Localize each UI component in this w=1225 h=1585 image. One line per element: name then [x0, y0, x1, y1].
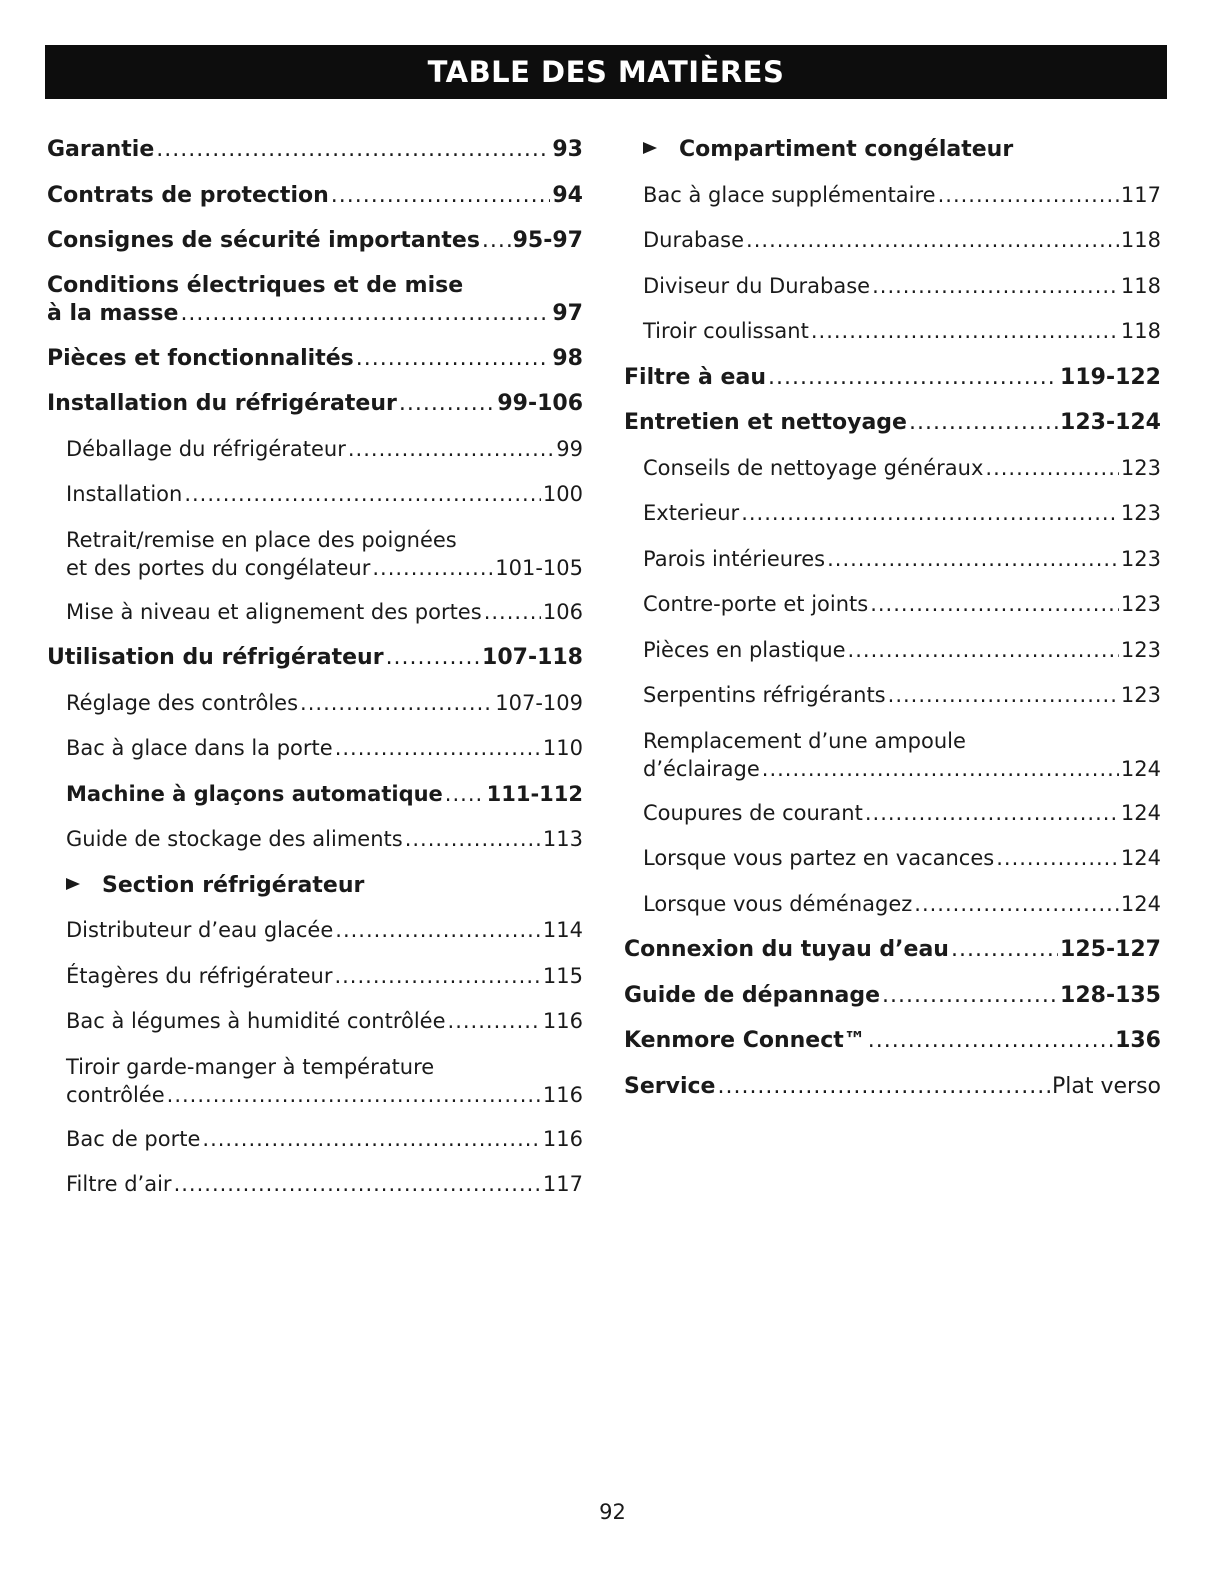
toc-entry-title: Entretien et nettoyage — [624, 410, 907, 435]
toc-page-number: 106 — [542, 599, 583, 624]
toc-entry[interactable] — [624, 973, 1161, 1019]
toc-entry[interactable] — [47, 381, 583, 427]
toc-page-number: 113 — [542, 827, 583, 851]
toc-section-heading[interactable] — [624, 127, 1161, 173]
dot-leader — [156, 127, 550, 173]
toc-page-number: 124 — [1120, 800, 1161, 825]
dot-leader — [888, 673, 1119, 719]
toc-entry-title: Tiroir garde-manger à température — [66, 1054, 435, 1079]
dot-leader — [811, 309, 1119, 355]
toc-entry[interactable] — [47, 681, 583, 727]
toc-page-number: 98 — [552, 345, 583, 371]
toc-entry[interactable] — [47, 954, 583, 1000]
toc-page-number: 116 — [542, 1009, 583, 1033]
toc-entry[interactable] — [47, 908, 583, 954]
toc-entry[interactable] — [624, 537, 1161, 583]
toc-entry[interactable] — [624, 927, 1161, 973]
toc-page-number: 123 — [1120, 501, 1161, 525]
toc-entry-title: Installation du réfrigérateur — [47, 391, 397, 416]
toc-entry-title: Durabase — [643, 228, 745, 252]
dot-leader — [356, 336, 551, 382]
dot-leader — [167, 1081, 541, 1109]
toc-page-number: 101-105 — [495, 555, 583, 580]
dot-leader — [848, 628, 1119, 674]
toc-entry[interactable] — [47, 173, 583, 219]
toc-entry[interactable] — [624, 582, 1161, 628]
toc-page-number: 95-97 — [512, 228, 583, 253]
toc-page-number: 123-124 — [1060, 410, 1161, 435]
toc-section-title: Section réfrigérateur — [102, 872, 365, 898]
dot-leader — [202, 1117, 541, 1163]
toc-page-number: 123 — [1120, 455, 1161, 480]
toc-entry-title: Lorsque vous partez en vacances — [643, 846, 995, 870]
toc-entry-title-cont: à la masse — [47, 300, 179, 326]
toc-entry-title: Conditions électriques et de mise — [47, 272, 464, 298]
toc-page-number: 128-135 — [1060, 982, 1161, 1008]
toc-page-number: 99-106 — [497, 391, 583, 416]
dot-leader — [399, 381, 495, 427]
toc-left-column — [47, 127, 583, 1208]
toc-entry[interactable] — [624, 400, 1161, 446]
toc-entry[interactable] — [47, 427, 583, 473]
toc-entry-title: Installation — [66, 482, 183, 506]
toc-entry[interactable] — [47, 817, 583, 863]
toc-entry-title: Utilisation du réfrigérateur — [47, 645, 384, 670]
toc-entry[interactable] — [47, 272, 583, 336]
toc-entry[interactable] — [624, 791, 1161, 837]
toc-entry-title: Machine à glaçons automatique — [66, 781, 443, 806]
toc-entry[interactable] — [47, 1162, 583, 1208]
dot-leader — [914, 882, 1119, 928]
dot-leader — [300, 681, 493, 727]
toc-page-number: 99 — [556, 436, 583, 461]
toc-page-number: 117 — [542, 1172, 583, 1196]
toc-entry[interactable] — [47, 127, 583, 173]
dot-leader — [868, 1018, 1113, 1064]
page-number: 92 — [599, 1500, 626, 1524]
dot-leader — [870, 582, 1119, 628]
toc-entry-title: Étagères du réfrigérateur — [66, 963, 333, 988]
toc-entry-title: Pièces en plastique — [643, 637, 846, 662]
toc-entry[interactable] — [47, 218, 583, 264]
dot-leader — [717, 1064, 1050, 1110]
dot-leader — [996, 836, 1119, 882]
toc-entry-title: Réglage des contrôles — [66, 690, 299, 715]
toc-entry-title: Tiroir coulissant — [643, 319, 809, 343]
toc-entry-title-cont: contrôlée — [66, 1082, 165, 1107]
toc-entry-title: Remplacement d’une ampoule — [643, 728, 966, 753]
dot-leader — [827, 537, 1119, 583]
dot-leader — [174, 1162, 541, 1208]
toc-entry-title: Garantie — [47, 137, 155, 162]
toc-entry-title: Mise à niveau et alignement des portes — [66, 599, 482, 624]
toc-page-number: 94 — [552, 182, 583, 208]
dot-leader — [872, 264, 1119, 310]
toc-page-number: 125-127 — [1060, 937, 1161, 962]
toc-page-number: 124 — [1120, 846, 1161, 870]
toc-entry[interactable] — [47, 526, 583, 590]
toc-entry[interactable] — [47, 1117, 583, 1163]
toc-entry-title: Guide de dépannage — [624, 982, 881, 1008]
toc-entry-title: Bac à glace dans la porte — [66, 736, 333, 760]
toc-entry-title: Service — [624, 1073, 716, 1099]
toc-entry-title-cont: d’éclairage — [643, 756, 760, 781]
toc-entry-title: Lorsque vous déménagez — [643, 891, 913, 916]
toc-entry[interactable] — [624, 1018, 1161, 1064]
dot-leader — [405, 817, 541, 863]
toc-entry-title: Déballage du réfrigérateur — [66, 436, 346, 461]
dot-leader — [445, 772, 485, 818]
toc-entry-title: Bac à légumes à humidité contrôlée — [66, 1009, 446, 1033]
toc-entry-title: Kenmore Connect™ — [624, 1028, 866, 1053]
toc-entry-title: Diviseur du Durabase — [643, 273, 871, 298]
toc-section-title: Compartiment congélateur — [679, 137, 1014, 162]
dot-leader — [938, 173, 1119, 219]
dot-leader — [331, 173, 551, 219]
toc-page-number: 118 — [1120, 228, 1161, 252]
toc-entry-title: Filtre à eau — [624, 364, 766, 390]
dot-leader — [741, 491, 1119, 537]
toc-page-number: 114 — [542, 918, 583, 942]
toc-page-number: 100 — [542, 482, 583, 506]
toc-page-number: 124 — [1120, 756, 1161, 781]
toc-entry[interactable] — [624, 173, 1161, 219]
toc-page-number: 116 — [542, 1082, 583, 1107]
dot-leader — [484, 590, 541, 636]
toc-entry[interactable] — [624, 218, 1161, 264]
dot-leader — [882, 973, 1058, 1019]
toc-entry[interactable] — [624, 355, 1161, 401]
dot-leader — [746, 218, 1119, 264]
toc-entry[interactable] — [624, 309, 1161, 355]
toc-page-number: 115 — [542, 963, 583, 988]
dot-leader — [180, 300, 550, 328]
dot-leader — [372, 554, 493, 582]
toc-entry[interactable] — [624, 628, 1161, 674]
toc-page-number: 136 — [1115, 1028, 1161, 1053]
dot-leader — [448, 999, 541, 1045]
toc-section-heading[interactable] — [47, 863, 583, 909]
toc-entry[interactable] — [47, 726, 583, 772]
dot-leader — [348, 427, 554, 473]
dot-leader — [334, 954, 540, 1000]
toc-entry[interactable] — [624, 446, 1161, 492]
toc-entry-title: Bac de porte — [66, 1126, 201, 1151]
toc-page-number: 123 — [1120, 546, 1161, 571]
toc-page-number: 124 — [1120, 891, 1161, 916]
toc-entry-title: Retrait/remise en place des poignées — [66, 527, 457, 552]
toc-entry[interactable] — [624, 727, 1161, 791]
dot-leader — [335, 726, 541, 772]
toc-entry-title: Conseils de nettoyage généraux — [643, 455, 984, 480]
toc-page-number: 116 — [542, 1126, 583, 1151]
toc-entry[interactable] — [47, 472, 583, 518]
toc-entry-title: Filtre d’air — [66, 1172, 172, 1196]
dot-leader — [985, 446, 1119, 492]
toc-entry-title: Distributeur d’eau glacée — [66, 918, 334, 942]
toc-right-column — [624, 127, 1161, 1109]
dot-leader — [335, 908, 541, 954]
toc-entry-title: Contre-porte et joints — [643, 592, 869, 616]
toc-page-number: 123 — [1120, 637, 1161, 662]
toc-entry[interactable] — [624, 673, 1161, 719]
dot-leader — [482, 218, 511, 264]
toc-page-number: Plat verso — [1051, 1073, 1161, 1099]
triangle-arrow-icon — [66, 878, 80, 890]
toc-entry-title: Pièces et fonctionnalités — [47, 345, 354, 371]
toc-entry[interactable] — [624, 836, 1161, 882]
toc-entry[interactable] — [47, 1053, 583, 1117]
toc-entry[interactable] — [624, 264, 1161, 310]
triangle-arrow-icon — [643, 142, 657, 154]
toc-entry[interactable] — [47, 772, 583, 818]
toc-page-number: 117 — [1120, 182, 1161, 207]
page-title: TABLE DES MATIÈRES — [45, 45, 1167, 99]
toc-entry-title: Exterieur — [643, 501, 740, 525]
dot-leader — [762, 755, 1119, 783]
toc-entry-title: Coupures de courant — [643, 800, 863, 825]
toc-page-number: 118 — [1120, 319, 1161, 343]
toc-entry-title: Connexion du tuyau d’eau — [624, 937, 949, 962]
dot-leader — [865, 791, 1119, 837]
toc-entry[interactable] — [624, 882, 1161, 928]
toc-page-number: 110 — [542, 736, 583, 760]
toc-entry[interactable] — [624, 1064, 1161, 1110]
toc-entry-title: Consignes de sécurité importantes — [47, 228, 480, 253]
dot-leader — [184, 472, 541, 518]
toc-entry[interactable] — [47, 590, 583, 636]
toc-entry-title-cont: et des portes du congélateur — [66, 555, 371, 580]
toc-entry-title: Contrats de protection — [47, 182, 329, 208]
toc-page-number: 123 — [1120, 683, 1161, 707]
dot-leader — [386, 635, 480, 681]
dot-leader — [909, 400, 1058, 446]
toc-page-number: 111-112 — [486, 781, 583, 806]
toc-entry[interactable] — [624, 491, 1161, 537]
toc-entry-title: Guide de stockage des aliments — [66, 827, 403, 851]
toc-page-number: 107-118 — [482, 645, 583, 670]
toc-entry-title: Bac à glace supplémentaire — [643, 182, 936, 207]
toc-entry-title: Serpentins réfrigérants — [643, 683, 886, 707]
dot-leader — [768, 355, 1058, 401]
toc-page-number: 119-122 — [1060, 364, 1161, 390]
toc-page-number: 97 — [552, 300, 583, 326]
toc-entry-title: Parois intérieures — [643, 546, 826, 571]
toc-page-number: 107-109 — [495, 690, 583, 715]
toc-entry[interactable] — [47, 635, 583, 681]
toc-page-number: 118 — [1120, 273, 1161, 298]
toc-page-number: 93 — [552, 137, 583, 162]
dot-leader — [951, 927, 1058, 973]
toc-page-number: 123 — [1120, 592, 1161, 616]
toc-entry[interactable] — [47, 336, 583, 382]
toc-entry[interactable] — [47, 999, 583, 1045]
